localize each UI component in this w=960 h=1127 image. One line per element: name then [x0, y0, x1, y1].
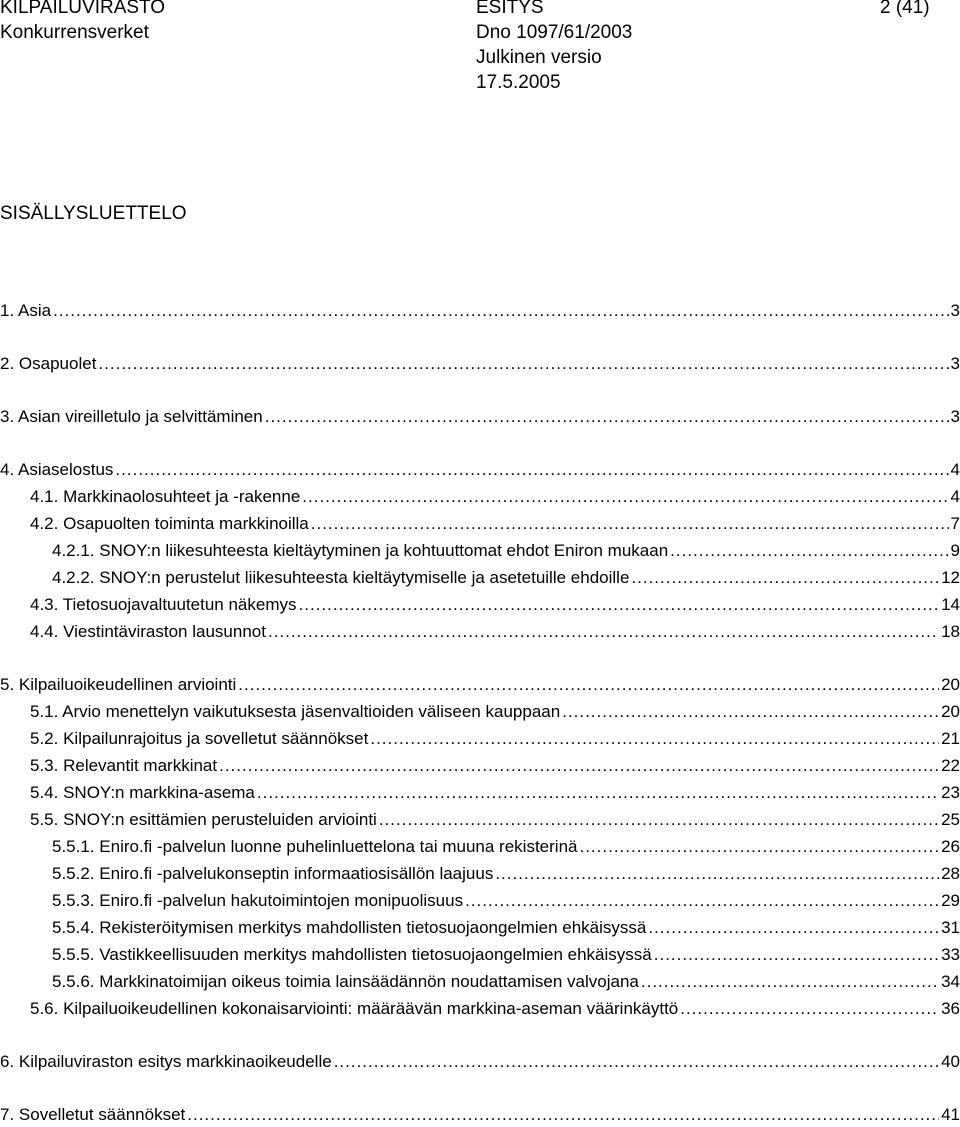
toc-entry[interactable]: 5.5.5. Vastikkeellisuuden merkitys mahdollisten tietosuojaongelmien ehkäisyssä ..... 33 [0, 943, 960, 967]
dot-leader [268, 620, 939, 644]
toc-entry[interactable]: 5.5.4. Rekisteröitymisen merkitys mahdollisten tietosuojaongelmien ehkäisyssä ..... 31 [0, 916, 960, 940]
dot-leader [562, 700, 939, 724]
toc-page-number: 36 [941, 999, 960, 1018]
toc-page-number: 3 [950, 354, 960, 373]
dot-leader [53, 299, 948, 323]
toc-page-number: 18 [941, 622, 960, 641]
dot-leader [670, 539, 948, 563]
toc-entry[interactable]: 4.1. Markkinaolosuhteet ja -rakenne ..... 4 [0, 485, 960, 509]
document-type: ESITYS [476, 0, 544, 18]
dot-leader [379, 808, 939, 832]
toc-page-number: 25 [941, 810, 960, 829]
agency-name-fi: KILPAILUVIRASTO [0, 0, 166, 18]
toc-page-number: 22 [941, 756, 960, 775]
toc-entry[interactable]: 4.2.1. SNOY:n liikesuhteesta kieltäytyminen ja kohtuuttomat ehdot Eniron mukaan ..... 9 [0, 539, 960, 563]
dot-leader [187, 1103, 939, 1127]
toc-entry[interactable]: 5.5.1. Eniro.fi -palvelun luonne puhelinluettelona tai muuna rekisterinä ..... 26 [0, 835, 960, 859]
dot-leader [334, 1050, 939, 1074]
toc-entry[interactable]: 4.2.2. SNOY:n perustelut liikesuhteesta kieltäytymiselle ja asetetuille ehdoille ..... 12 [0, 566, 960, 590]
toc-title: SISÄLLYSLUETTELO [0, 203, 187, 224]
dot-leader [265, 405, 949, 429]
document-date: 17.5.2005 [476, 72, 561, 93]
toc-entry[interactable]: 4.4. Viestintäviraston lausunnot ..... 18 [0, 620, 960, 644]
toc-entry[interactable]: 4.3. Tietosuojavaltuutetun näkemys ..... 14 [0, 593, 960, 617]
toc-page-number: 41 [941, 1105, 960, 1124]
toc-page-number: 40 [941, 1052, 960, 1071]
toc-entry[interactable]: 6. Kilpailuviraston esitys markkinaoikeudelle ..... 40 [0, 1050, 960, 1074]
toc-page-number: 21 [941, 729, 960, 748]
toc-page-number: 26 [941, 837, 960, 856]
toc-entry[interactable]: 5.3. Relevantit markkinat ..... 22 [0, 754, 960, 778]
dot-leader [370, 727, 939, 751]
dot-leader [654, 943, 939, 967]
toc-entry[interactable]: 5.5.6. Markkinatoimijan oikeus toimia lainsäädännön noudattamisen valvojana ..... 34 [0, 970, 960, 994]
toc-page-number: 29 [941, 891, 960, 910]
document-number: Dno 1097/61/2003 [476, 22, 633, 43]
toc-page-number: 23 [941, 783, 960, 802]
dot-leader [219, 754, 939, 778]
toc-page-number: 3 [950, 407, 960, 426]
toc-entry[interactable]: 5.6. Kilpailuoikeudellinen kokonaisarviointi: määräävän markkina-aseman väärinkäyttö ..... 36 [0, 997, 960, 1021]
toc-page-number: 7 [950, 514, 960, 533]
dot-leader [641, 970, 939, 994]
toc-page-number: 31 [941, 918, 960, 937]
dot-leader [311, 512, 949, 536]
toc-page-number: 20 [941, 675, 960, 694]
dot-leader [631, 566, 939, 590]
dot-leader [115, 458, 948, 482]
toc-entry[interactable]: 5.5. SNOY:n esittämien perusteluiden arviointi ..... 25 [0, 808, 960, 832]
toc-page-number: 4 [950, 487, 960, 506]
dot-leader [257, 781, 939, 805]
dot-leader [299, 593, 940, 617]
toc-entry[interactable]: 5.2. Kilpailunrajoitus ja sovelletut säännökset ..... 21 [0, 727, 960, 751]
toc-entry[interactable]: 3. Asian vireilletulo ja selvittäminen ..... 3 [0, 405, 960, 429]
toc-entry[interactable]: 5.1. Arvio menettelyn vaikutuksesta jäsenvaltioiden väliseen kauppaan ..... 20 [0, 700, 960, 724]
toc-page-number: 3 [950, 301, 960, 320]
toc-page-number: 9 [950, 541, 960, 560]
dot-leader [579, 835, 939, 859]
toc-entry[interactable]: 5.5.3. Eniro.fi -palvelun hakutoimintojen monipuolisuus ..... 29 [0, 889, 960, 913]
toc-entry[interactable]: 5. Kilpailuoikeudellinen arviointi ..... 20 [0, 673, 960, 697]
toc-entry[interactable]: 5.5.2. Eniro.fi -palvelukonseptin informaatiosisällön laajuus ..... 28 [0, 862, 960, 886]
toc-page-number: 14 [941, 595, 960, 614]
toc-entry[interactable]: 4.2. Osapuolten toiminta markkinoilla ..... 7 [0, 512, 960, 536]
toc-entry[interactable]: 1. Asia ..... 3 [0, 299, 960, 323]
dot-leader [648, 916, 939, 940]
dot-leader [465, 889, 939, 913]
dot-leader [680, 997, 939, 1021]
dot-leader [98, 352, 948, 376]
toc-page-number: 34 [941, 972, 960, 991]
dot-leader [302, 485, 948, 509]
dot-leader [238, 673, 939, 697]
toc-page-number: 28 [941, 864, 960, 883]
toc-page-number: 12 [941, 568, 960, 587]
document-version: Julkinen versio [476, 47, 602, 68]
toc-entry[interactable]: 2. Osapuolet ..... 3 [0, 352, 960, 376]
toc-page-number: 33 [941, 945, 960, 964]
page-number: 2 (41) [880, 0, 930, 18]
toc-entry[interactable]: 5.4. SNOY:n markkina-asema ..... 23 [0, 781, 960, 805]
toc-entry[interactable]: 4. Asiaselostus ..... 4 [0, 458, 960, 482]
toc-page-number: 20 [941, 702, 960, 721]
agency-name-sv: Konkurrensverket [0, 22, 149, 43]
dot-leader [495, 862, 939, 886]
toc-entry[interactable]: 7. Sovelletut säännökset ..... 41 [0, 1103, 960, 1127]
toc-page-number: 4 [950, 460, 960, 479]
